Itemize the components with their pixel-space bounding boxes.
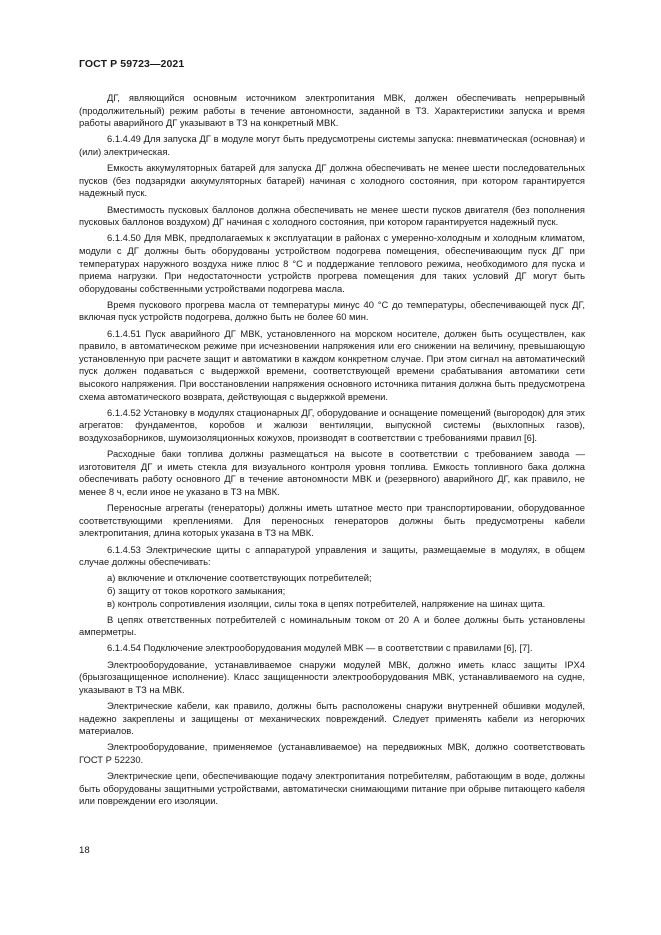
- paragraph: Вместимость пусковых баллонов должна обеспечивать не менее шести пусков двигателя (без пополнения пусковых баллонов воздухом) ДГ начиная с холодного состояния, при котором гарантируется надежный пуск.: [79, 203, 585, 228]
- paragraph: Электрооборудование, применяемое (устанавливаемое) на передвижных МВК, должно соответствовать ГОСТ Р 52230.: [79, 741, 585, 765]
- paragraph: Переносные агрегаты (генераторы) должны иметь штатное место при транспортировании, оборудованное соответствующими креплениями. Для переносных генераторов должны быть предусмотрены кабели электропитания, длина которых указана в ТЗ на МВК.: [79, 502, 585, 539]
- document-header: ГОСТ Р 59723—2021: [79, 58, 185, 70]
- list-item: а) включение и отключение соответствующих потребителей;: [107, 572, 372, 584]
- document-body: [79, 92, 585, 812]
- paragraph: ДГ, являющийся основным источником электропитания МВК, должен обеспечивать непрерывный (продолжительный) режим работы в течение автономности, заданной в ТЗ. Характеристики запуска и время работы аварийного ДГ указывают в ТЗ на конкретный МВК.: [79, 92, 585, 129]
- list-item: б) защиту от токов короткого замыкания;: [107, 584, 286, 596]
- paragraph: Емкость аккумуляторных батарей для запуска ДГ должна обеспечивать не менее шести последовательных пусков (без подзарядки аккумуляторных батарей) начиная с холодного состояния, при котором гарантируется надежный пуск.: [79, 162, 585, 199]
- list-item: в) контроль сопротивления изоляции, силы тока в цепях потребителей, напряжение на шинах щита.: [107, 597, 546, 609]
- page-number: 18: [79, 845, 90, 856]
- paragraph-6-1-4-54: 6.1.4.54 Подключение электрооборудования модулей МВК — в соответствии с правилами [6], [7].: [107, 642, 533, 654]
- paragraph: Электрические цепи, обеспечивающие подачу электропитания потребителям, работающим в воде, должны быть оборудованы защитными устройствами, автоматически снимающими питание при обрыве питающего кабеля или повреждении его изоляции.: [79, 770, 585, 807]
- paragraph-6-1-4-51: 6.1.4.51 Пуск аварийного ДГ МВК, установленного на морском носителе, должен быть осуществлен, как правило, в автоматическом режиме при исчезновении напряжения или его снижении на величину, превышающую установленную при расчете защит и автоматики в каждом конкретном случае. При этом сигнал на автоматический пуск должен подаваться с выдержкой времени, соответствующей времени срабатывания автоматики сети высокого напряжения. При восстановлении напряжения основного источника питания должна быть предусмотрена схема автоматического возврата, действующая с выдержкой времени.: [79, 327, 585, 402]
- paragraph-6-1-4-53: 6.1.4.53 Электрические щиты с аппаратурой управления и защиты, размещаемые в модулях, в общем случае должны обеспечивать:: [79, 543, 585, 568]
- paragraph: В цепях ответственных потребителей с номинальным током от 20 А и более должны быть установлены амперметры.: [79, 613, 585, 638]
- paragraph: Время пускового прогрева масла от температуры минус 40 °С до температуры, обеспечивающей пуск ДГ, включая пуск устройств подогрева, должно быть не более 60 мин.: [79, 298, 585, 323]
- paragraph-6-1-4-52: 6.1.4.52 Установку в модулях стационарных ДГ, оборудование и оснащение помещений (выгородок) для этих агрегатов: фундаментов, коробов и жалюзи вентиляции, выпускной системы (выхлопных газов), воздухозаборников, шумоизоляционных кожухов, производят в соответствии с требованиями правил [6].: [79, 406, 585, 443]
- paragraph: Расходные баки топлива должны размещаться на высоте в соответствии с требованием завода — изготовителя ДГ и иметь стекла для визуального контроля уровня топлива. Емкость топливного бака должна обеспечивать работу основного ДГ в течение автономности МВК и (резервного) аварийного ДГ, как правило, не менее 8 ч, если иное не указано в ТЗ на МВК.: [79, 448, 585, 497]
- paragraph-6-1-4-50: 6.1.4.50 Для МВК, предполагаемых к эксплуатации в районах с умеренно-холодным и холодным климатом, модули с ДГ должны быть оборудованы устройством подогрева помещения, обеспечивающим пуск ДГ при температурах наружного воздуха ниже плюс 8 °С и поддержание теплового режима, необходимого для пуска и приема нагрузки. При недостаточности устройств прогрева помещения для таких условий ДГ могут быть оборудованы собственными устройствами подогрева масла.: [79, 232, 585, 294]
- paragraph-6-1-4-49: 6.1.4.49 Для запуска ДГ в модуле могут быть предусмотрены системы запуска: пневматическая (основная) и (или) электрическая.: [79, 133, 585, 157]
- paragraph: Электрические кабели, как правило, должны быть расположены снаружи внутренней обшивки модулей, надежно закреплены и защищены от механических повреждений. Следует применять кабели из негорючих материалов.: [79, 700, 585, 737]
- paragraph: Электрооборудование, устанавливаемое снаружи модулей МВК, должно иметь класс защиты IPX4 (брызгозащищенное исполнение). Класс защищенности электрооборудования МВК, устанавливаемого на судне, указывают в ТЗ на МВК.: [79, 658, 585, 695]
